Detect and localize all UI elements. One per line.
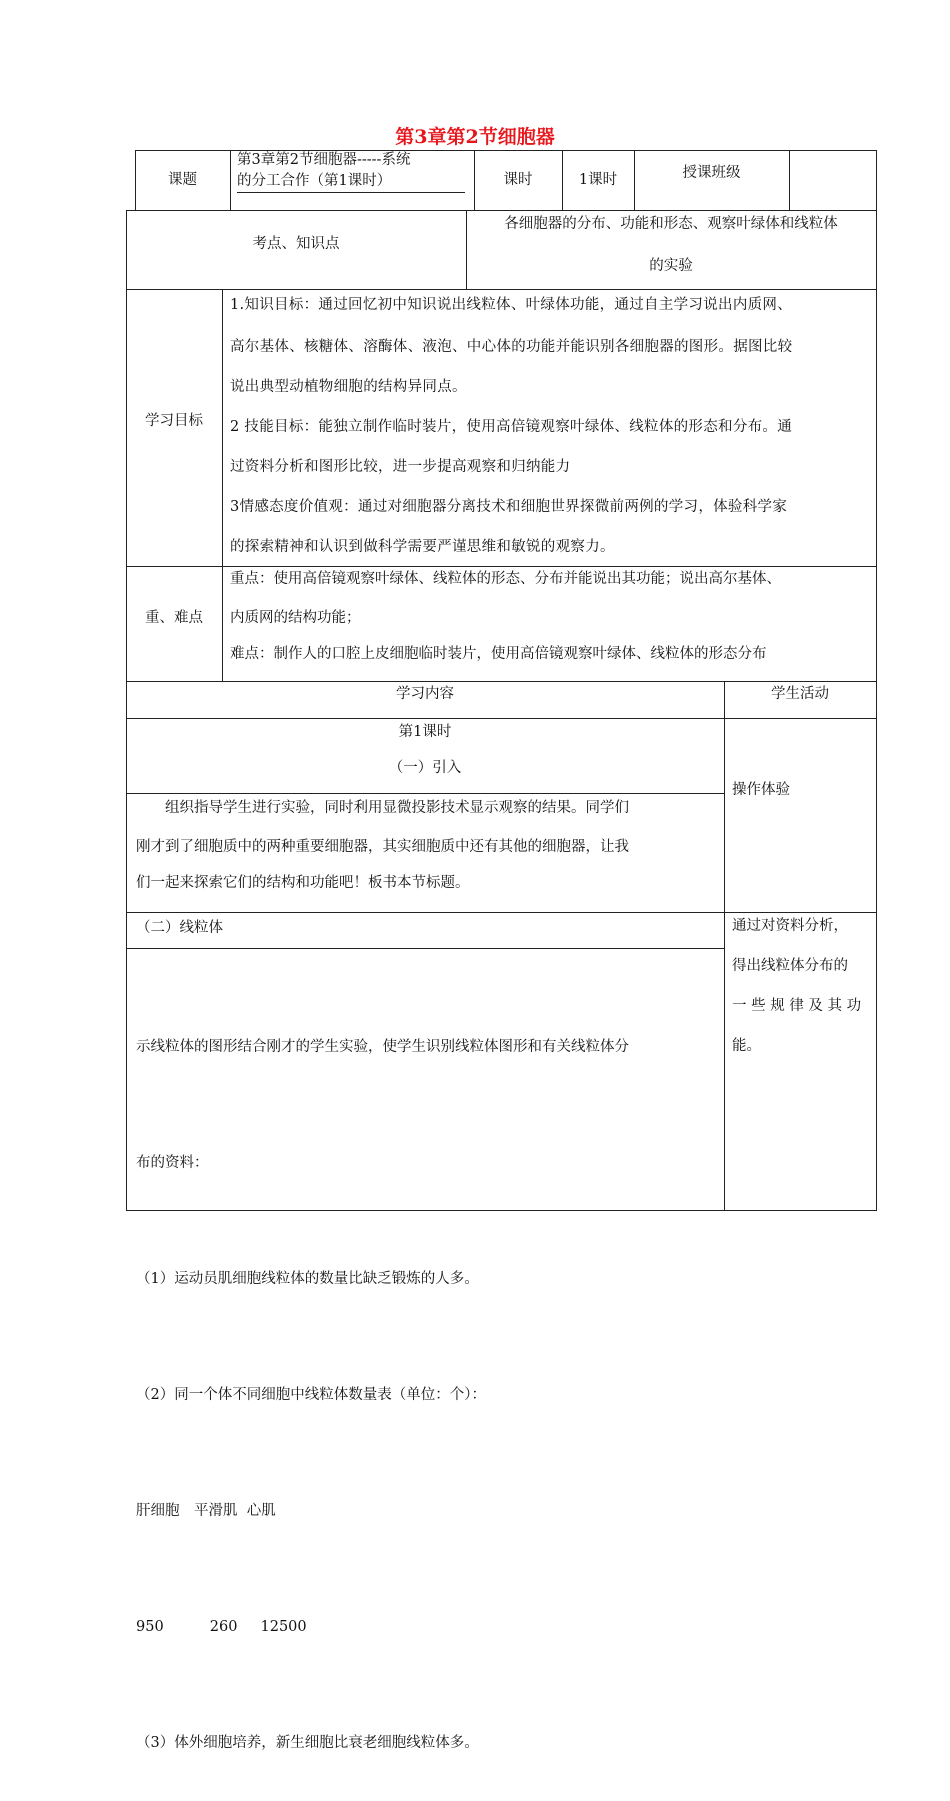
mito-line: 肝细胞 平滑肌 心肌 (136, 1503, 276, 1519)
goals-line: 说出典型动植物细胞的结构异同点。 (230, 379, 467, 395)
label-topic: 课题 (168, 172, 197, 188)
label-goals: 学习目标 (145, 413, 203, 429)
activity-line: 得出线粒体分布的 (732, 958, 848, 974)
key-points-line: 重点：使用高倍镜观察叶绿体、线粒体的形态、分布并能说出其功能；说出高尔基体、 (230, 571, 781, 587)
mito-heading: （二）线粒体 (136, 920, 223, 936)
label-key-points: 重、难点 (145, 610, 203, 626)
topic-line-1: 第3章第2节细胞器-----系统 (237, 152, 411, 168)
topic-title (237, 150, 469, 193)
activity-line: 一 些 规 律 及 其 功 (732, 998, 862, 1014)
label-class: 授课班级 (682, 165, 741, 181)
mito-line: 示线粒体的图形结合刚才的学生实验，使学生识别线粒体图形和有关线粒体分 (136, 1039, 629, 1055)
knowledge-text (466, 210, 876, 279)
goals-line: 的探索精神和认识到做科学需要严谨思维和敏锐的观察力。 (230, 539, 615, 555)
intro-line: 组织指导学生进行实验，同时利用显微投影技术显示观察的结果。同学们 (165, 800, 629, 816)
goals-line: 高尔基体、核糖体、溶酶体、液泡、中心体的功能并能识别各细胞器的图形。据图比较 (230, 339, 793, 355)
mito-line: 布的资料： (136, 1155, 209, 1171)
goals-line: 过资料分析和图形比较，进一步提高观察和归纳能力 (230, 459, 571, 475)
mito-line: 950 260 12500 (136, 1619, 307, 1635)
goals-line: 2 技能目标：能独立制作临时装片，使用高倍镜观察叶绿体、线粒体的形态和分布。通 (230, 419, 793, 435)
label-knowledge: 考点、知识点 (252, 236, 340, 252)
activity-line: 通过对资料分析， (732, 918, 848, 934)
key-points-line: 难点：制作人的口腔上皮细胞临时装片，使用高倍镜观察叶绿体、线粒体的形态分布 (230, 646, 767, 662)
content-header-right: 学生活动 (771, 686, 829, 702)
activity-second (732, 906, 872, 1066)
knowledge-line-2: 的实验 (649, 258, 693, 274)
goals-line: 3情感态度价值观：通过对细胞器分离技术和细胞世界探微前两例的学习，体验科学家 (230, 499, 788, 515)
mito-line: （1）运动员肌细胞线粒体的数量比缺乏锻炼的人多。 (136, 1271, 479, 1287)
intro-text (136, 793, 718, 895)
page-title: 第3章第2节细胞器 (395, 126, 555, 148)
mito-text (136, 948, 718, 1801)
label-hours: 课时 (503, 172, 533, 188)
hours-value: 1课时 (578, 172, 618, 188)
content-header-left: 学习内容 (396, 686, 454, 702)
intro-heading: （一）引入 (388, 760, 462, 776)
goals-text (230, 289, 870, 567)
activity-first: 操作体验 (732, 782, 790, 798)
topic-line-2: 的分工合作（第1课时） (237, 171, 465, 193)
key-points-line: 内质网的结构功能； (230, 610, 361, 626)
lesson-period: 第1课时 (398, 724, 452, 740)
key-points-text (230, 566, 870, 666)
mito-line: （2）同一个体不同细胞中线粒体数量表（单位：个）： (136, 1387, 486, 1403)
intro-line: 刚才到了细胞质中的两种重要细胞器，其实细胞质中还有其他的细胞器，让我 (136, 839, 629, 855)
mito-line: （3）体外细胞培养，新生细胞比衰老细胞线粒体多。 (136, 1735, 479, 1751)
knowledge-line-1: 各细胞器的分布、功能和形态、观察叶绿体和线粒体 (504, 216, 838, 232)
goals-line: 1.知识目标：通过回忆初中知识说出线粒体、叶绿体功能，通过自主学习说出内质网、 (230, 297, 793, 313)
intro-line: 们一起来探索它们的结构和功能吧！板书本节标题。 (136, 875, 470, 891)
activity-line: 能。 (732, 1038, 761, 1054)
